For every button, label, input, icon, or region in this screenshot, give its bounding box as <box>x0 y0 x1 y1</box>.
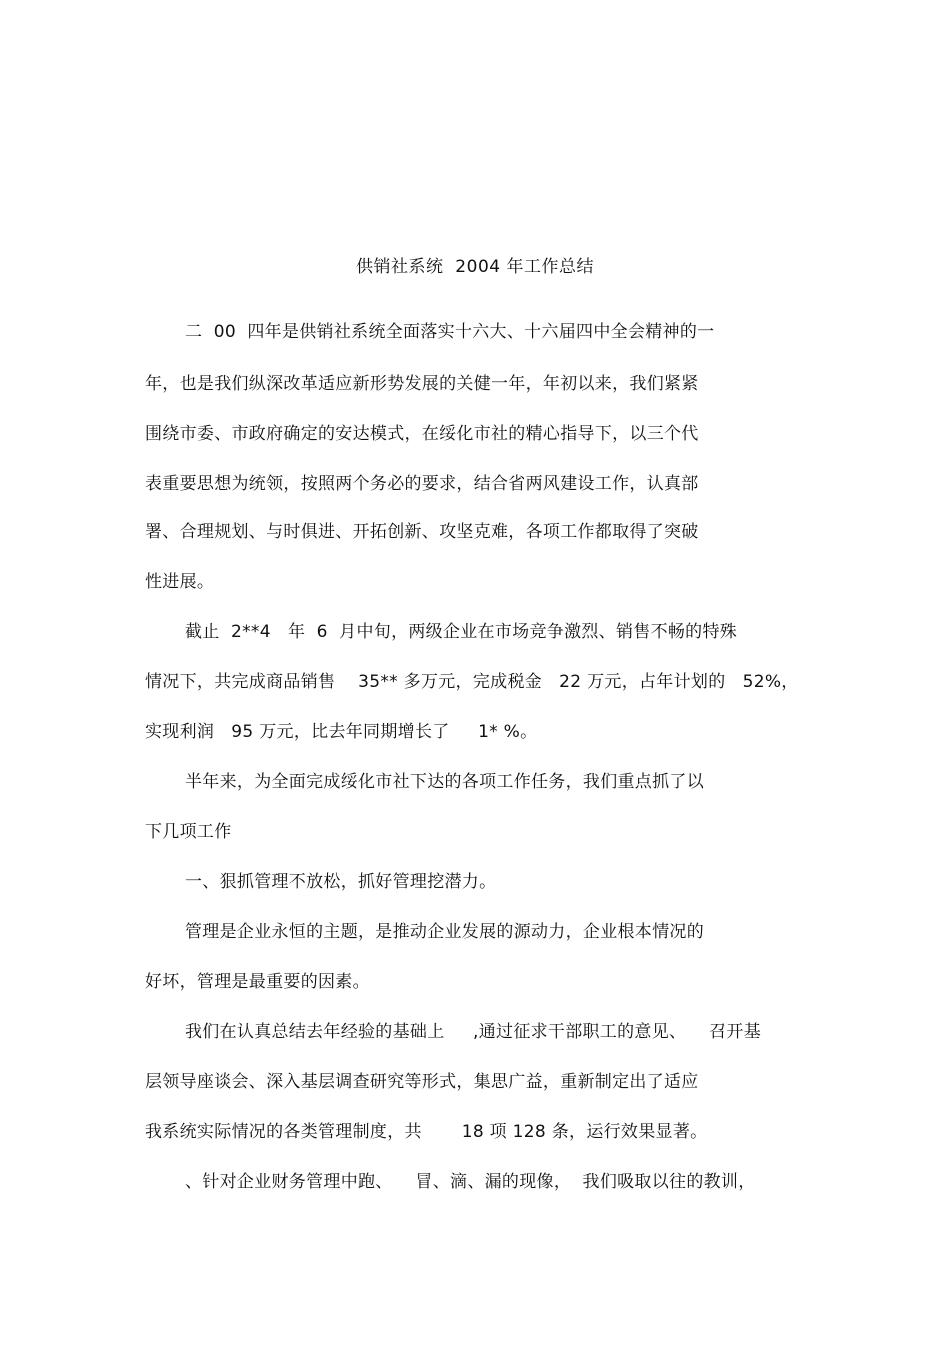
paragraph-line: 围绕市委、市政府确定的安达模式，在绥化市社的精心指导下，以三个代 <box>145 424 699 444</box>
paragraph-line: 表重要思想为统领，按照两个务必的要求，结合省两风建设工作，认真部 <box>145 474 699 494</box>
paragraph-line: 实现利润 95 万元，比去年同期增长了 1* %。 <box>145 722 538 742</box>
paragraph-line: 半年来，为全面完成绥化市社下达的各项工作任务，我们重点抓了以 <box>185 772 704 792</box>
paragraph-line: 情况下，共完成商品销售 35** 多万元，完成税金 22 万元，占年计划的 52%， <box>145 672 799 692</box>
paragraph-line: 层领导座谈会、深入基层调查研究等形式，集思广益，重新制定出了适应 <box>145 1072 699 1092</box>
section-heading: 一、狠抓管理不放松，抓好管理挖潜力。 <box>185 872 497 892</box>
paragraph-line: 我们在认真总结去年经验的基础上 ,通过征求干部职工的意见、 召开基 <box>185 1022 762 1042</box>
paragraph-line: 好坏，管理是最重要的因素。 <box>145 972 370 992</box>
document-title: 供销社系统 2004 年工作总结 <box>356 257 594 277</box>
paragraph-line: 年，也是我们纵深改革适应新形势发展的关健一年，年初以来，我们紧紧 <box>145 374 699 394</box>
paragraph-line: 我系统实际情况的各类管理制度，共 18 项 128 条，运行效果显著。 <box>145 1122 708 1142</box>
paragraph-line: 、针对企业财务管理中跑、 冒、滴、漏的现像， 我们吸取以往的教训， <box>185 1172 756 1192</box>
paragraph-line: 下几项工作 <box>145 822 232 842</box>
paragraph-line: 性进展。 <box>145 572 215 592</box>
paragraph-line: 管理是企业永恒的主题，是推动企业发展的源动力，企业根本情况的 <box>185 922 704 942</box>
paragraph-line: 截止 2**4 年 6 月中旬，两级企业在市场竞争激烈、销售不畅的特殊 <box>185 622 738 642</box>
paragraph-line: 二 00 四年是供销社系统全面落实十六大、十六届四中全会精神的一 <box>185 322 715 342</box>
paragraph-line: 署、合理规划、与时俱进、开拓创新、攻坚克难，各项工作都取得了突破 <box>145 522 699 542</box>
